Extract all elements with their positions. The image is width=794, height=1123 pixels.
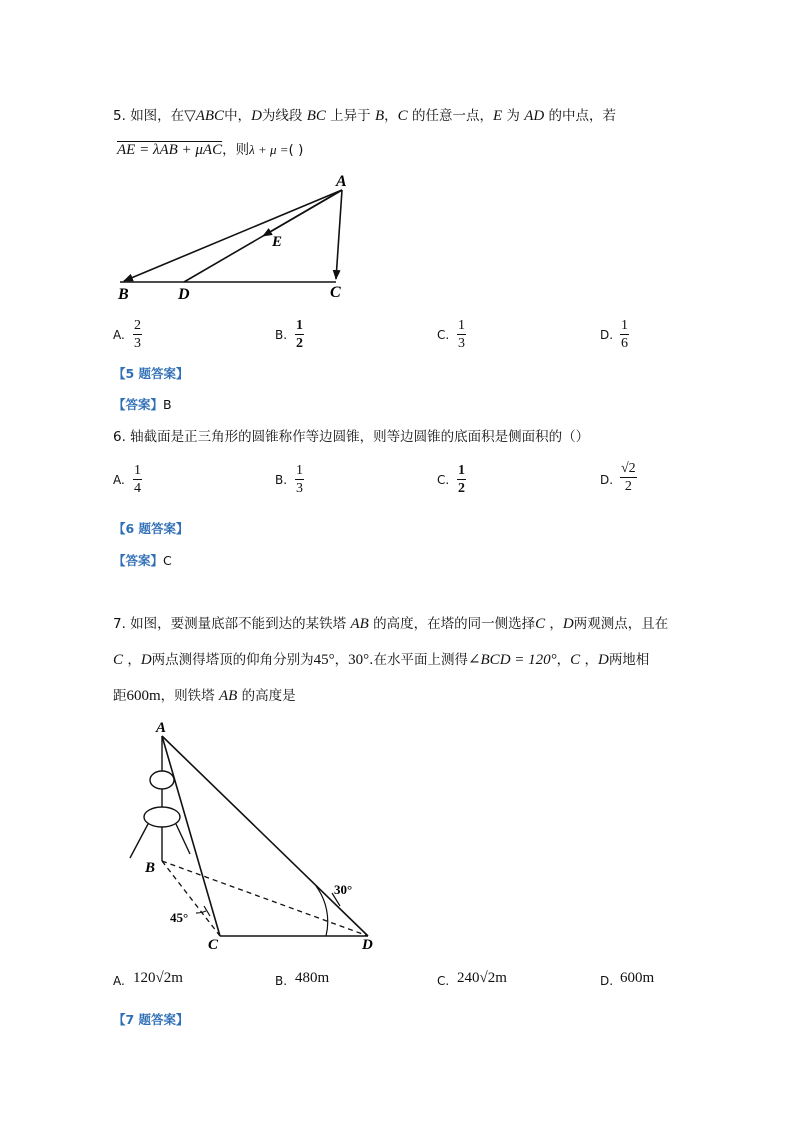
vector-ae: [263, 190, 342, 236]
q7-line2: C ，D两点测得塔顶的仰角分别为45°，30°.在水平面上测得∠BCD = 120°，C ，D两地相: [113, 652, 650, 668]
tower-leg-right: [176, 824, 190, 854]
tower-leg-left: [130, 824, 148, 858]
q5-answer-header: 【5 题答案】: [113, 366, 189, 381]
q6-stem: 6. 轴截面是正三角形的圆锥称作等边圆锥，则等边圆锥的底面积是侧面积的（）: [113, 429, 590, 445]
q5-option-b-label: B.: [275, 328, 288, 342]
label-e: E: [272, 234, 283, 250]
label-c: C: [208, 937, 219, 953]
q7-option-d-label: D.: [600, 974, 614, 988]
q6-option-c-fraction: 1 2: [458, 463, 465, 496]
q7-option-c-label: C.: [437, 974, 450, 988]
q5-option-a-fraction: 2 3: [134, 318, 141, 351]
label-b: B: [118, 286, 129, 303]
label-a: A: [336, 173, 347, 190]
label-30: 30°: [334, 882, 353, 897]
label-c: C: [330, 284, 341, 301]
q5-option-c-fraction: 1 3: [458, 318, 465, 351]
label-d: D: [362, 937, 373, 953]
q7-option-a-label: A.: [113, 974, 125, 988]
tower-ball-lower: [144, 807, 180, 827]
q5-option-d-label: D.: [600, 328, 614, 342]
q6-option-a-label: A.: [113, 473, 125, 487]
vector-ac: [336, 190, 342, 279]
q6-option-c-label: C.: [437, 473, 450, 487]
q5-line2: AE = λAB + μAC，则λ + μ =( ): [117, 142, 304, 158]
q6-option-b-label: B.: [275, 473, 288, 487]
q6-option-a-fraction: 1 4: [134, 463, 141, 496]
q6-answer-header: 【6 题答案】: [113, 521, 189, 536]
q7-figure: [120, 716, 390, 956]
q5-line1: 5. 如图，在▽ABC中，D为线段 BC 上异于 B，C 的任意一点，E 为 AD 的中点，若: [113, 108, 617, 124]
q6-option-b-fraction: 1 3: [296, 463, 303, 496]
label-d: D: [178, 286, 190, 303]
q5-option-c-label: C.: [437, 328, 450, 342]
vector-ab: [124, 190, 342, 281]
q7-option-a-value: 120√2m: [133, 970, 183, 986]
label-45: 45°: [170, 910, 189, 925]
q7-line1: 7. 如图，要测量底部不能到达的某铁塔 AB 的高度，在塔的同一侧选择C ，D两观测点，且在: [113, 616, 669, 632]
q5-option-d-fraction: 1 6: [621, 318, 628, 351]
segment-ad: [162, 736, 368, 936]
q7-option-c-value: 240√2m: [457, 970, 507, 986]
q6-option-d-fraction: √2 2: [621, 461, 636, 494]
tower-ball-upper: [150, 771, 174, 789]
q7-option-d-value: 600m: [620, 970, 655, 986]
label-b: B: [145, 860, 156, 876]
q7-line3: 距600m，则铁塔 AB 的高度是: [113, 688, 296, 704]
q5-option-a-label: A.: [113, 328, 125, 342]
segment-bd-dashed: [162, 861, 368, 936]
q7-answer-header: 【7 题答案】: [113, 1012, 189, 1027]
q5-option-b-fraction: 1 2: [296, 318, 303, 351]
angle-30-arc: [316, 886, 328, 936]
q5-figure: [110, 168, 360, 308]
segment-ac: [162, 736, 220, 936]
q6-option-d-label: D.: [600, 473, 614, 487]
q6-answer: 【答案】C: [113, 553, 172, 568]
label-a: A: [156, 720, 167, 736]
q7-option-b-label: B.: [275, 974, 288, 988]
q5-answer: 【答案】B: [113, 397, 172, 412]
q7-option-b-value: 480m: [295, 970, 330, 986]
